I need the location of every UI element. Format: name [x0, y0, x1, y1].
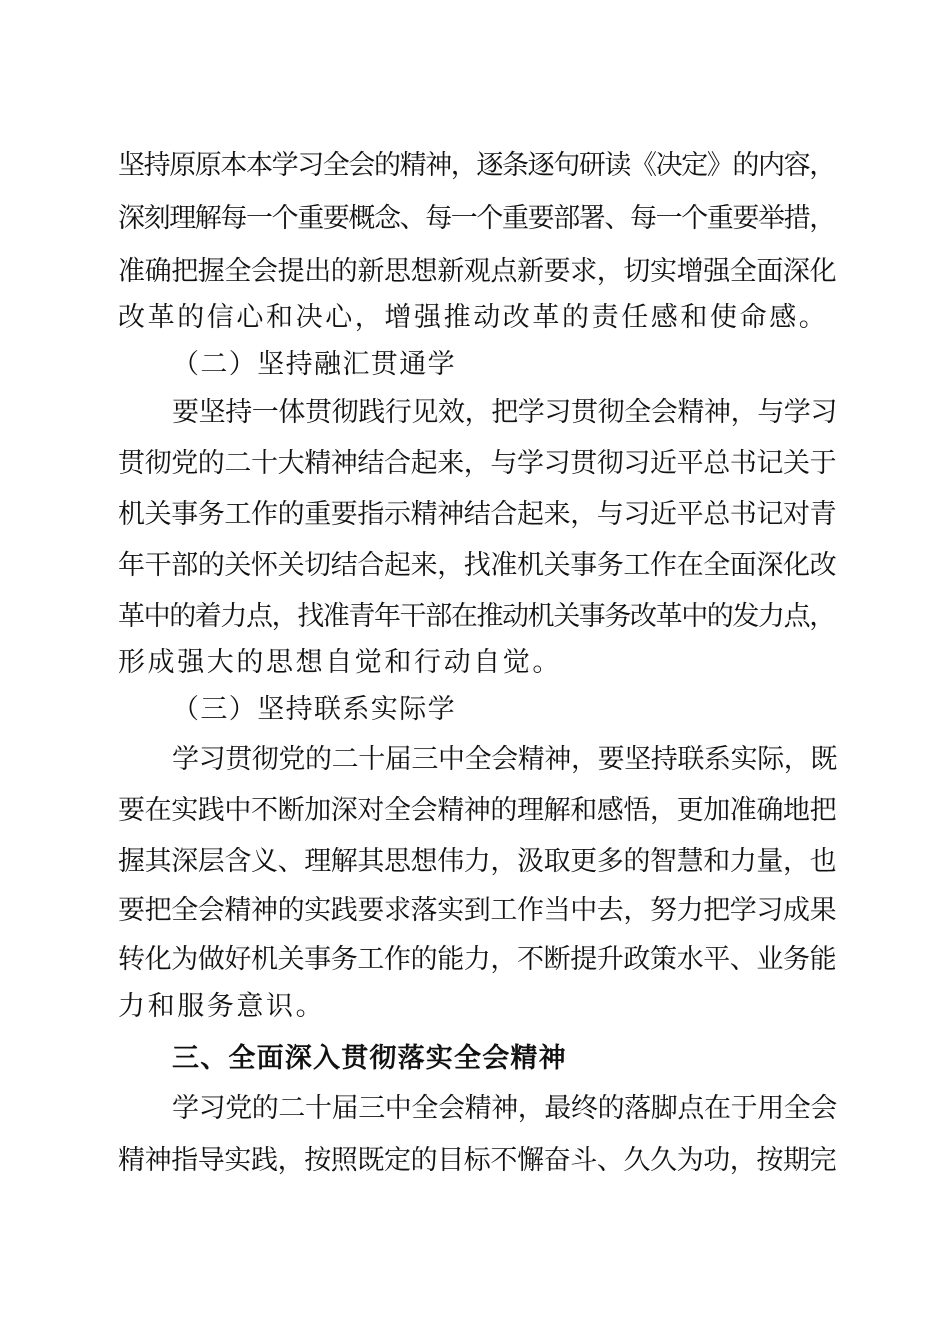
text-line: 年干部的关怀关切结合起来，找准机关事务工作在全面深化改 [118, 550, 837, 581]
text-line: 革中的着力点，找准青年干部在推动机关事务改革中的发力点， [118, 601, 835, 632]
text-line: 贯彻党的二十大精神结合起来，与学习贯彻习近平总书记关于 [118, 448, 837, 479]
text-line: 形成强大的思想自觉和行动自觉。 [118, 647, 562, 678]
text-line: 机关事务工作的重要指示精神结合起来，与习近平总书记对青 [118, 499, 837, 530]
text-line: 力和服务意识。 [118, 991, 326, 1022]
section-subheading: （二）坚持融汇贯通学 [172, 349, 456, 380]
text-line: 精神指导实践，按照既定的目标不懈奋斗、久久为功，按期完 [118, 1145, 837, 1176]
text-line: 深刻理解每一个重要概念、每一个重要部署、每一个重要举措， [118, 203, 835, 234]
text-line: 坚持原原本本学习全会的精神，逐条逐句研读《决定》的内容， [118, 150, 835, 181]
text-line: 准确把握全会提出的新思想新观点新要求，切实增强全面深化 [118, 256, 837, 287]
text-line: 要把全会精神的实践要求落实到工作当中去，努力把学习成果 [118, 895, 837, 926]
section-heading: 三、全面深入贯彻落实全会精神 [172, 1043, 567, 1074]
text-line: 学习党的二十届三中全会精神，最终的落脚点在于用全会 [172, 1093, 837, 1124]
text-line: 要坚持一体贯彻践行见效，把学习贯彻全会精神，与学习 [172, 397, 837, 428]
text-line: 学习贯彻党的二十届三中全会精神，要坚持联系实际，既 [172, 744, 837, 775]
section-subheading: （三）坚持联系实际学 [172, 694, 456, 725]
text-line: 转化为做好机关事务工作的能力，不断提升政策水平、业务能 [118, 944, 837, 975]
text-line: 要在实践中不断加深对全会精神的理解和感悟，更加准确地把 [118, 795, 837, 826]
text-line: 握其深层含义、理解其思想伟力，汲取更多的智慧和力量，也 [118, 846, 837, 877]
text-line: 改革的信心和决心，增强推动改革的责任感和使命感。 [118, 302, 829, 333]
